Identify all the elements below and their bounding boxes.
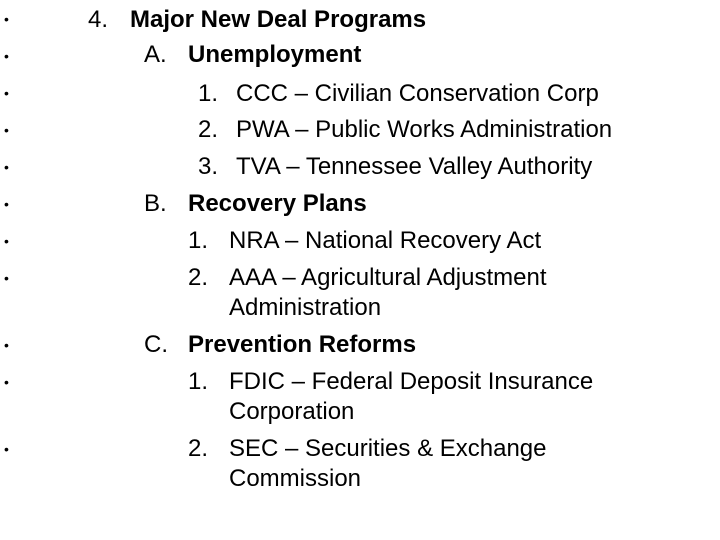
section-b-item-1-text: NRA – National Recovery Act xyxy=(229,227,542,254)
section-a-label: Unemployment xyxy=(188,41,362,68)
section-c-label: Prevention Reforms xyxy=(188,331,417,358)
section-a-item-1-text: CCC – Civilian Conservation Corp xyxy=(236,80,599,107)
section-b-letter: B. xyxy=(144,190,167,217)
bullet-icon: • xyxy=(4,11,9,27)
section-a-item-2-text: PWA – Public Works Administration xyxy=(236,116,613,143)
section-c-item-2-number: 2. xyxy=(188,435,209,462)
bullet-icon: • xyxy=(4,337,9,353)
bullet-icon: • xyxy=(4,48,9,64)
section-b-label: Recovery Plans xyxy=(188,190,367,217)
bullet-icon: • xyxy=(4,196,9,212)
section-c-letter: C. xyxy=(144,331,168,358)
section-b-item-1-number: 1. xyxy=(188,227,209,254)
section-b-item-2-number: 2. xyxy=(188,264,209,291)
section-a-item-1-number: 1. xyxy=(198,80,219,107)
bullet-icon: • xyxy=(4,159,9,175)
section-c-item-2-continuation: Commission xyxy=(229,465,362,492)
section-b-item-2-text: AAA – Agricultural Adjustment xyxy=(229,264,547,291)
bullet-icon: • xyxy=(4,374,9,390)
bullet-icon: • xyxy=(4,85,9,101)
section-c-item-1-text: FDIC – Federal Deposit Insurance xyxy=(229,368,594,395)
section-c-item-1-continuation: Corporation xyxy=(229,398,355,425)
bullet-icon: • xyxy=(4,270,9,286)
section-a-item-3-text: TVA – Tennessee Valley Authority xyxy=(236,153,593,180)
title-label: Major New Deal Programs xyxy=(130,6,427,33)
section-a-letter: A. xyxy=(144,41,167,68)
bullet-icon: • xyxy=(4,122,9,138)
section-b-item-2-continuation: Administration xyxy=(229,294,382,321)
section-c-item-2-text: SEC – Securities & Exchange xyxy=(229,435,547,462)
section-c-item-1-number: 1. xyxy=(188,368,209,395)
title-number: 4. xyxy=(88,6,109,33)
section-a-item-3-number: 3. xyxy=(198,153,219,180)
section-a-item-2-number: 2. xyxy=(198,116,219,143)
bullet-icon: • xyxy=(4,441,9,457)
bullet-icon: • xyxy=(4,233,9,249)
